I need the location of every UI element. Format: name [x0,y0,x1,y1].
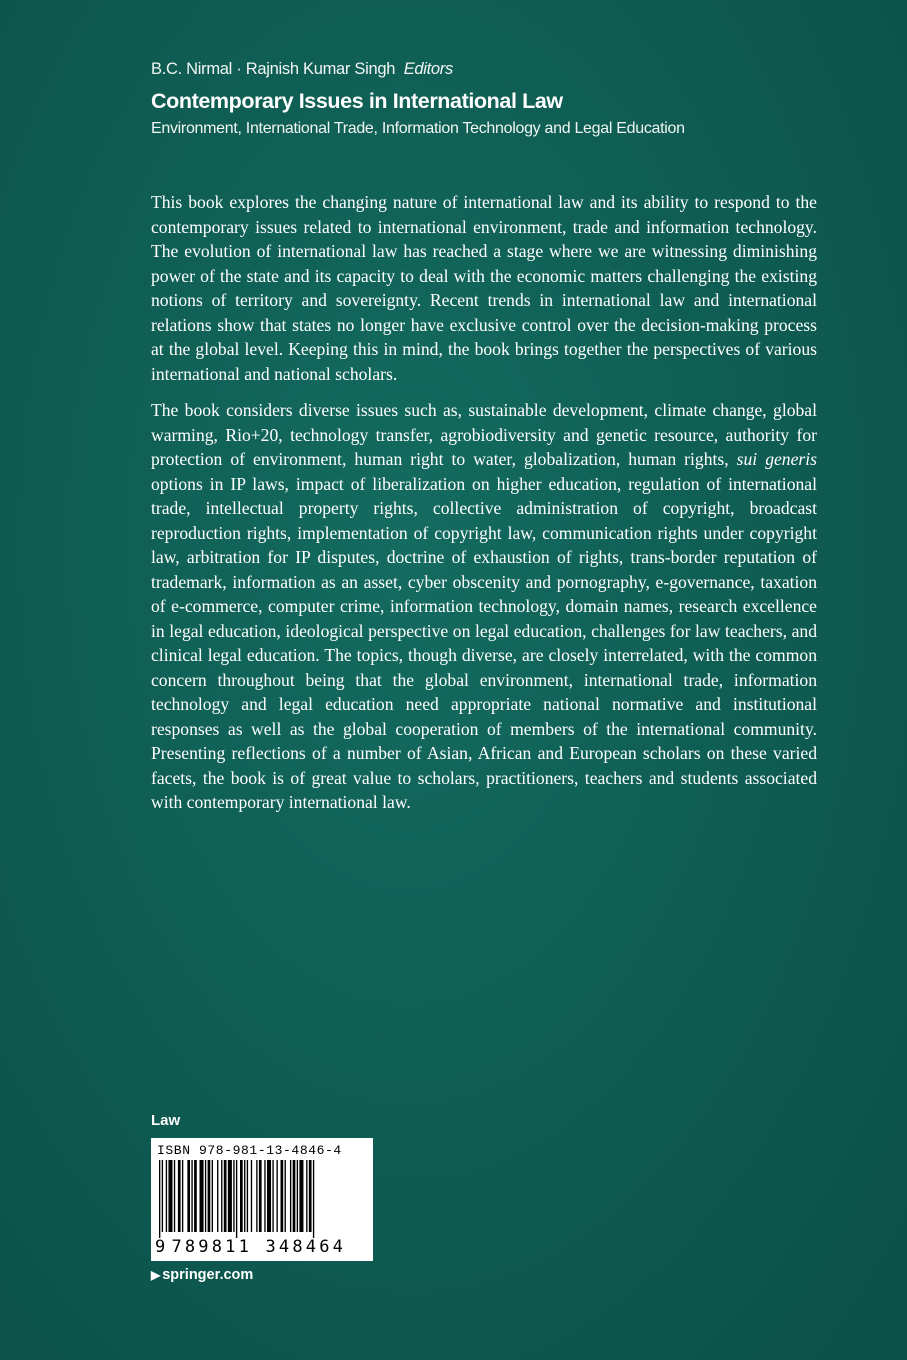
barcode-bar [221,1160,222,1232]
publisher-link-text[interactable]: springer.com [162,1267,254,1283]
barcode-bar [299,1160,303,1232]
barcode-bar [162,1160,163,1232]
barcode-bar [174,1160,175,1232]
barcode-bar [272,1160,273,1232]
barcode-bar [168,1160,172,1232]
barcode-digits [155,1236,346,1258]
barcode-bar [224,1160,227,1232]
barcode-bar [276,1160,277,1232]
barcode-bar [208,1160,211,1232]
barcode-bar [240,1160,243,1232]
book-title: Contemporary Issues in International Law [151,89,563,113]
barcode-bar [293,1160,296,1232]
barcode-bar [267,1160,271,1232]
barcode-bar [233,1160,234,1232]
editors-line [151,58,851,80]
barcode-right-digits: 348464 [265,1237,347,1257]
barcode-bar [306,1160,307,1232]
barcode-bar [205,1160,206,1232]
barcode-bar [194,1160,197,1232]
description-p2-part-2: options in IP laws, impact of liberalization on higher education, regulation of international trade, intellectual property rights, collective administration of copyright, broadcast reproduction rights, implementation of copyright law, communication rights under copyright law, arbitration for IP disputes, doctrine of exhaustion of rights, trans-border reputation of trademark, information as an asset, cyber obscenity and pornography, e-governance, taxation of e-commerce, computer crime, information technology, domain names, research excellence in legal education, ideological perspective on legal education, challenges for law teachers, and clinical legal education. The topics, though diverse, are closely interrelated, with the common concern throughout being that the global environment, international trade, information technology and legal education need appropriate national normative and institutional responses as well as the global cooperation of members of the international community. Presenting reflections of a number of Asian, African and European scholars on these varied facets, the book is of great value to scholars, practitioners, teachers and students associated with contemporary international law. [151,473,817,812]
barcode-bar [236,1160,237,1238]
publisher-link[interactable] [151,1265,253,1285]
triangle-right-icon: ▶ [151,1268,161,1282]
barcode-bars [151,1160,373,1240]
barcode-bar [159,1160,160,1238]
barcode-bar [178,1160,181,1232]
barcode-bar [200,1160,204,1232]
barcode-bar [309,1160,312,1232]
barcode-bar [191,1160,192,1232]
barcode-bar [166,1160,167,1232]
barcode-bar [256,1160,257,1232]
description-p2-italic: sui generis [736,449,817,469]
isbn-label: ISBN 978-981-13-4846-4 [157,1143,342,1158]
book-subtitle: Environment, International Trade, Information Technology and Legal Education [151,120,685,137]
isbn-barcode [151,1138,373,1261]
barcode-bar [247,1160,248,1232]
barcode-bar [187,1160,190,1232]
editors-names: B.C. Nirmal · Rajnish Kumar Singh [151,60,396,78]
barcode-left-digits: 789811 [171,1237,253,1257]
barcode-bar [264,1160,265,1232]
barcode-bar [228,1160,232,1232]
subject-category: Law [151,1112,181,1129]
description-paragraph-1: This book explores the changing nature of international law and its ability to respond to the contemporary issues related to international environment, trade and information technology. The evolution of international law has reached a stage where we are witnessing diminishing power of the state and its capacity to deal with the economic matters challenging the existing notions of territory and sovereignty. Recent trends in international law and international relations show that states no longer have exclusive control over the decision-making process at the global level. Keeping this in mind, the book brings together the perspectives of various international and national scholars. [151,192,817,384]
barcode-bar [285,1160,286,1232]
barcode-bar [259,1160,262,1232]
barcode-bar [281,1160,284,1232]
description-paragraph-2 [151,398,817,815]
description-p2-part-1: The book considers diverse issues such as, sustainable development, climate change, global warming, Rio+20, technology transfer, agrobiodiversity and genetic resource, authority for protection of environment, human right to water, globalization, human rights, [151,400,817,469]
barcode-bar [212,1160,213,1232]
barcode-bar [297,1160,298,1232]
barcode-bar [251,1160,252,1232]
barcode-bar [217,1160,218,1232]
cover-header [151,58,851,140]
barcode-bar [244,1160,245,1232]
barcode-bar [313,1160,314,1238]
book-description [151,190,817,827]
barcode-bar [182,1160,183,1232]
editors-role: Editors [403,60,453,78]
barcode-bar [290,1160,291,1232]
barcode-lead-digit: 9 [155,1237,169,1257]
